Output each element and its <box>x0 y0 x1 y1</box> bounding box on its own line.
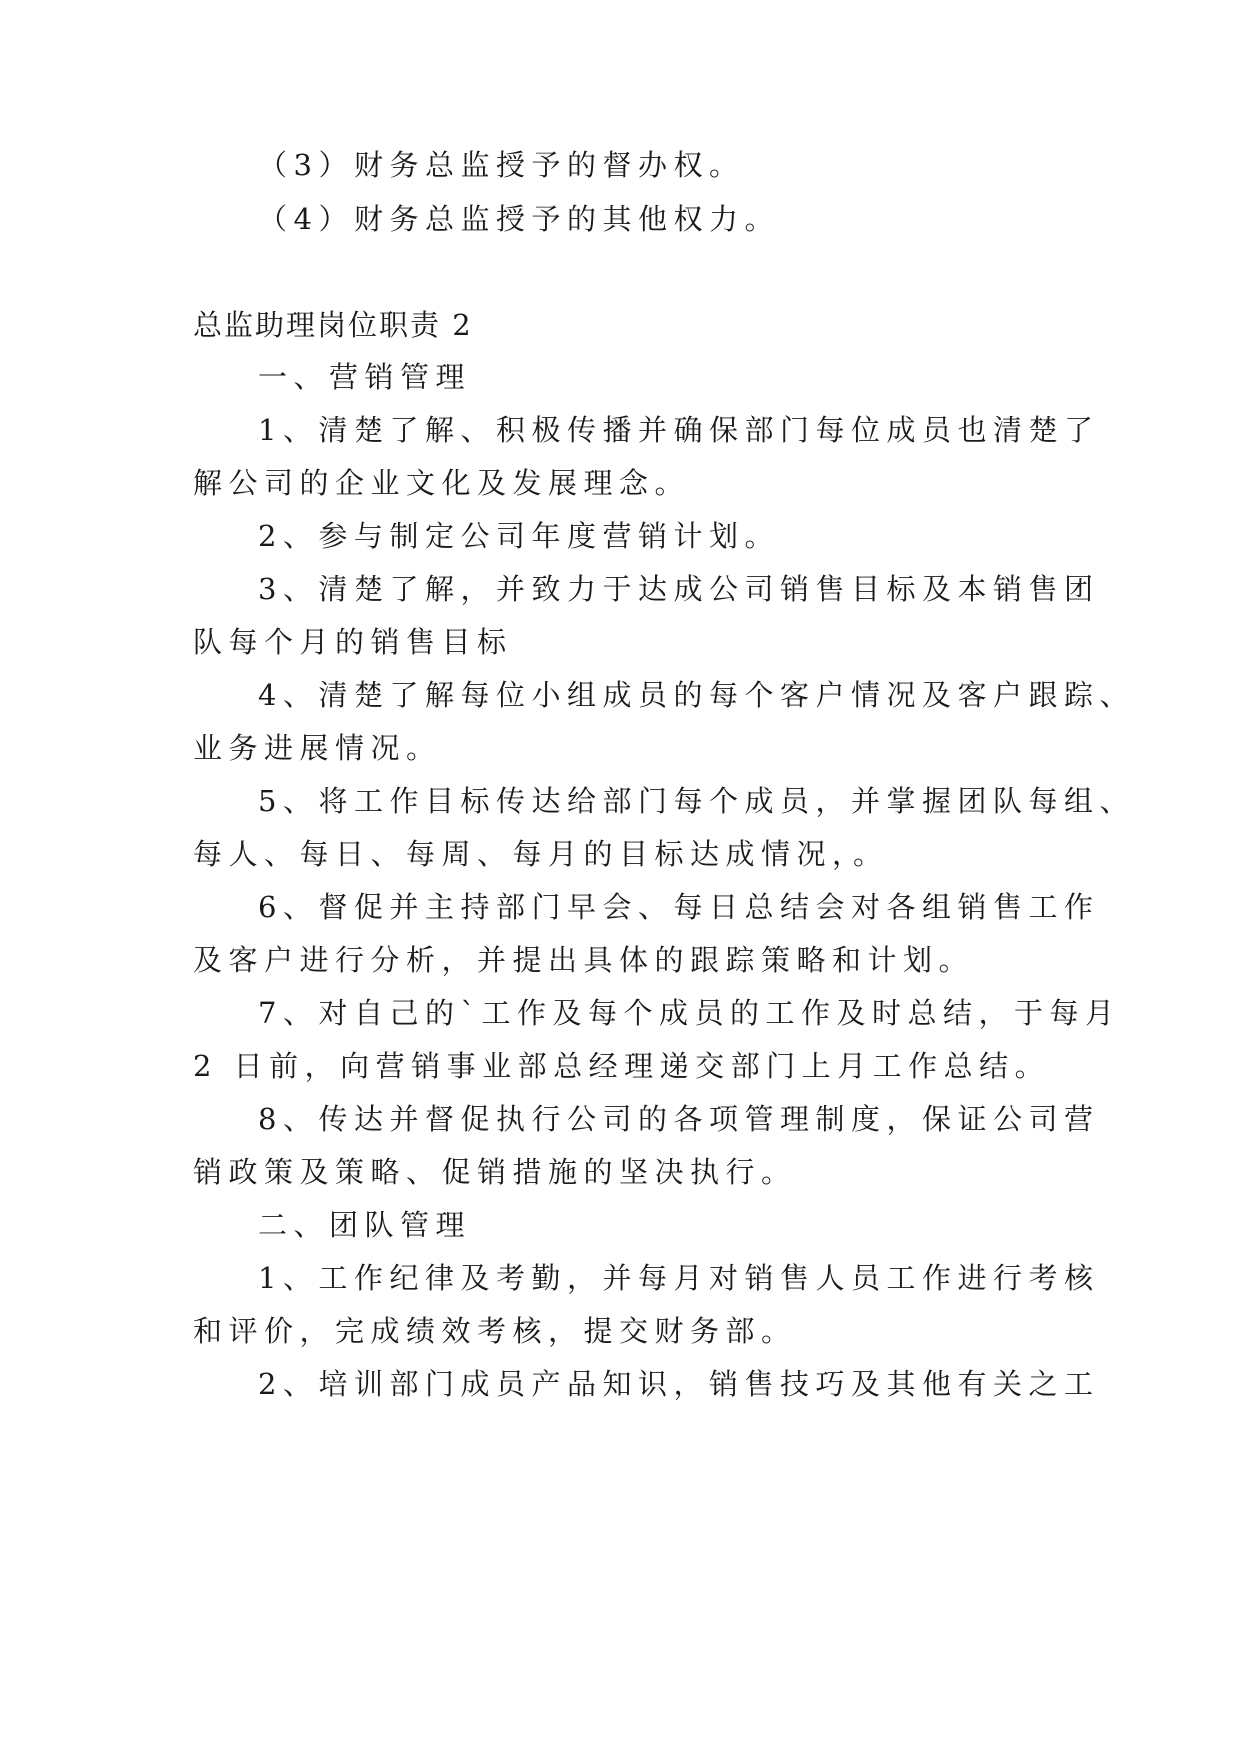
marketing-item-3-line-2: 队每个月的销售目标 <box>193 625 513 659</box>
intro-item-3: （3）财务总监授予的督办权。 <box>258 148 745 182</box>
marketing-item-5-line-2: 每人、每日、每周、每月的目标达成情况，。 <box>193 837 889 871</box>
marketing-item-8-line-1: 8、传达并督促执行公司的各项管理制度，保证公司营 <box>258 1102 1100 1136</box>
marketing-item-1-line-1: 1、清楚了解、积极传播并确保部门每位成员也清楚了 <box>258 413 1100 447</box>
marketing-item-2: 2、参与制定公司年度营销计划。 <box>258 519 780 553</box>
marketing-item-5-line-1: 5、将工作目标传达给部门每个成员，并掌握团队每组、 <box>258 784 1135 818</box>
marketing-item-7-line-1: 7、对自己的`工作及每个成员的工作及时总结，于每月 <box>258 996 1121 1030</box>
marketing-heading: 一、营销管理 <box>258 360 472 394</box>
team-item-1-line-2: 和评价，完成绩效考核，提交财务部。 <box>193 1314 797 1348</box>
marketing-item-4-line-1: 4、清楚了解每位小组成员的每个客户情况及客户跟踪、 <box>258 678 1135 712</box>
marketing-item-4-line-2: 业务进展情况。 <box>193 731 442 765</box>
marketing-item-7-line-2: 2 日前，向营销事业部总经理递交部门上月工作总结。 <box>193 1049 1051 1083</box>
section-title: 总监助理岗位职责 2 <box>193 308 473 342</box>
team-heading: 二、团队管理 <box>258 1208 472 1242</box>
intro-item-4: （4）财务总监授予的其他权力。 <box>258 202 780 236</box>
marketing-item-3-line-1: 3、清楚了解，并致力于达成公司销售目标及本销售团 <box>258 572 1100 606</box>
marketing-item-6-line-2: 及客户进行分析，并提出具体的跟踪策略和计划。 <box>193 943 975 977</box>
marketing-item-1-line-2: 解公司的企业文化及发展理念。 <box>193 466 691 500</box>
team-item-2-line-1: 2、培训部门成员产品知识，销售技巧及其他有关之工 <box>258 1367 1100 1401</box>
team-item-1-line-1: 1、工作纪律及考勤，并每月对销售人员工作进行考核 <box>258 1261 1100 1295</box>
marketing-item-8-line-2: 销政策及策略、促销措施的坚决执行。 <box>193 1155 797 1189</box>
marketing-item-6-line-1: 6、督促并主持部门早会、每日总结会对各组销售工作 <box>258 890 1100 924</box>
